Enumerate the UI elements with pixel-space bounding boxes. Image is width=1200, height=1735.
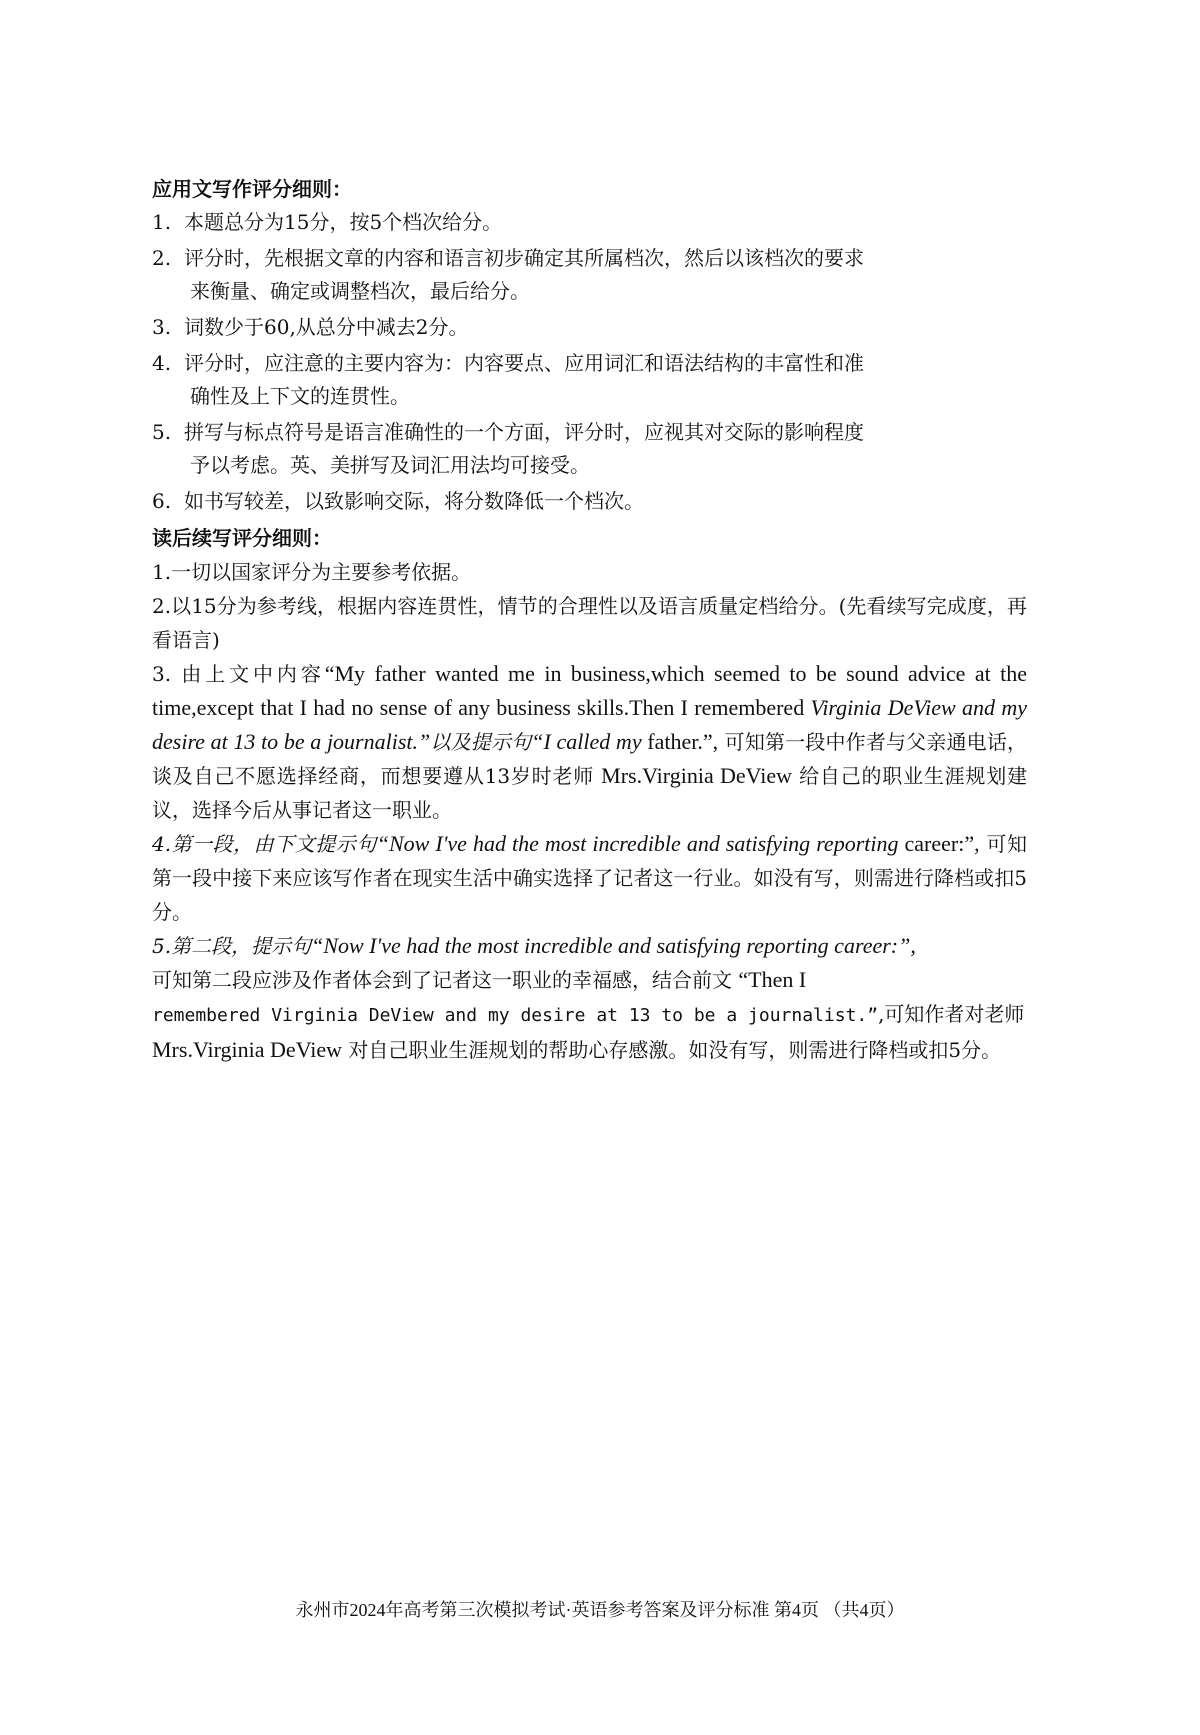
list-item (152, 485, 1027, 518)
teacher-name: Mrs.Virginia DeView (152, 1037, 343, 1062)
rule-paragraph-4 (152, 827, 1027, 929)
quoted-english-text: “My father wanted me in business,which seemed to be sound advice at the time,except that I had no sense of any business skills.Then I remembered (152, 661, 1027, 720)
item-text: 如书写较差，以致影响交际，将分数降低一个档次。 (184, 489, 644, 513)
item-text: 词数少于60,从总分中减去2分。 (184, 315, 469, 339)
item-text: 拼写与标点符号是语言准确性的一个方面，评分时，应视其对交际的影响程度 (184, 420, 864, 444)
list-item (152, 311, 1027, 344)
item-number: 6. (152, 489, 172, 513)
quoted-english-text: father.”, (647, 729, 719, 754)
text-run: 4.第一段，由下文提示句 (152, 832, 377, 856)
quoted-english-italic: “Now I've had the most incredible and satisfying reporting career:”, (311, 933, 916, 958)
list-item (152, 206, 1027, 239)
quoted-english-italic: Virginia DeView and my desire at 13 to be a journalist.” (152, 695, 1027, 754)
item-text: 评分时，先根据文章的内容和语言初步确定其所属档次，然后以该档次的要求 (184, 246, 864, 270)
item-number: 3. (152, 315, 172, 339)
item-text-continued: 确性及上下文的连贯性。 (190, 384, 410, 408)
item-number: 4. (152, 351, 172, 375)
text-run: 以及提示句 (430, 730, 532, 754)
list-item (152, 347, 1027, 413)
item-text-continued: 来衡量、确定或调整档次，最后给分。 (190, 279, 530, 303)
item-number: 1. (152, 210, 172, 234)
quoted-english-italic: “Now I've had the most incredible and satisfying reporting (376, 831, 905, 856)
text-run: ,可知作者对老师 (878, 1002, 1025, 1026)
rule-paragraph-5 (152, 929, 1027, 1067)
item-number: 2. (152, 246, 172, 270)
quoted-english-mono: remembered Virginia DeView and my desire at 13 to be a journalist.” (152, 1005, 879, 1026)
list-item (152, 242, 1027, 308)
text-run: 给自己的职业生涯规划建议，选择今后从事记者这一职业。 (152, 764, 1028, 822)
rule-paragraph-3 (152, 657, 1027, 827)
text-run: 5.第二段，提示句 (152, 934, 312, 958)
item-text: 本题总分为15分，按5个档次给分。 (184, 210, 503, 234)
text-run: 可知第一段中作者与父亲通电话，谈及自己不愿选择经商，而想要遵从13岁时老师 (152, 730, 1028, 788)
section-heading-continuation-writing: 读后续写评分细则： (152, 526, 332, 550)
rule-paragraph-1: 1.一切以国家评分为主要参考依据。 (152, 560, 472, 584)
quoted-english-text: “Then I (738, 967, 807, 992)
document-page (152, 172, 1027, 1067)
list-item (152, 416, 1027, 482)
teacher-name: Mrs.Virginia DeView (601, 763, 792, 788)
rule-paragraph-2: 2.以15分为参考线，根据内容连贯性，情节的合理性以及语言质量定档给分。(先看续写完成度，再看语言) (152, 594, 1027, 652)
section-heading-applied-writing: 应用文写作评分细则： (152, 177, 352, 201)
page-footer: 永州市2024年高考第三次模拟考试·英语参考答案及评分标准 第4页 （共4页） (295, 1600, 905, 1620)
quoted-english-text: career:”, (904, 831, 980, 856)
text-run: 可知第二段应涉及作者体会到了记者这一职业的幸福感，结合前文 (152, 968, 739, 992)
item-text-continued: 予以考虑。英、美拼写及词汇用法均可接受。 (190, 453, 590, 477)
text-run: 可知第一段中接下来应该写作者在现实生活中确实选择了记者这一行业。如没有写，则需进行降档或扣5分。 (152, 832, 1027, 924)
item-text: 评分时，应注意的主要内容为：内容要点、应用词汇和语法结构的丰富性和准 (184, 351, 864, 375)
text-run: 对自己职业生涯规划的帮助心存感激。如没有写，则需进行降档或扣5分。 (342, 1038, 1002, 1062)
item-number: 5. (152, 420, 172, 444)
quoted-english-italic: “I called my (531, 729, 648, 754)
text-run: 3. 由上文中内容 (152, 662, 325, 686)
